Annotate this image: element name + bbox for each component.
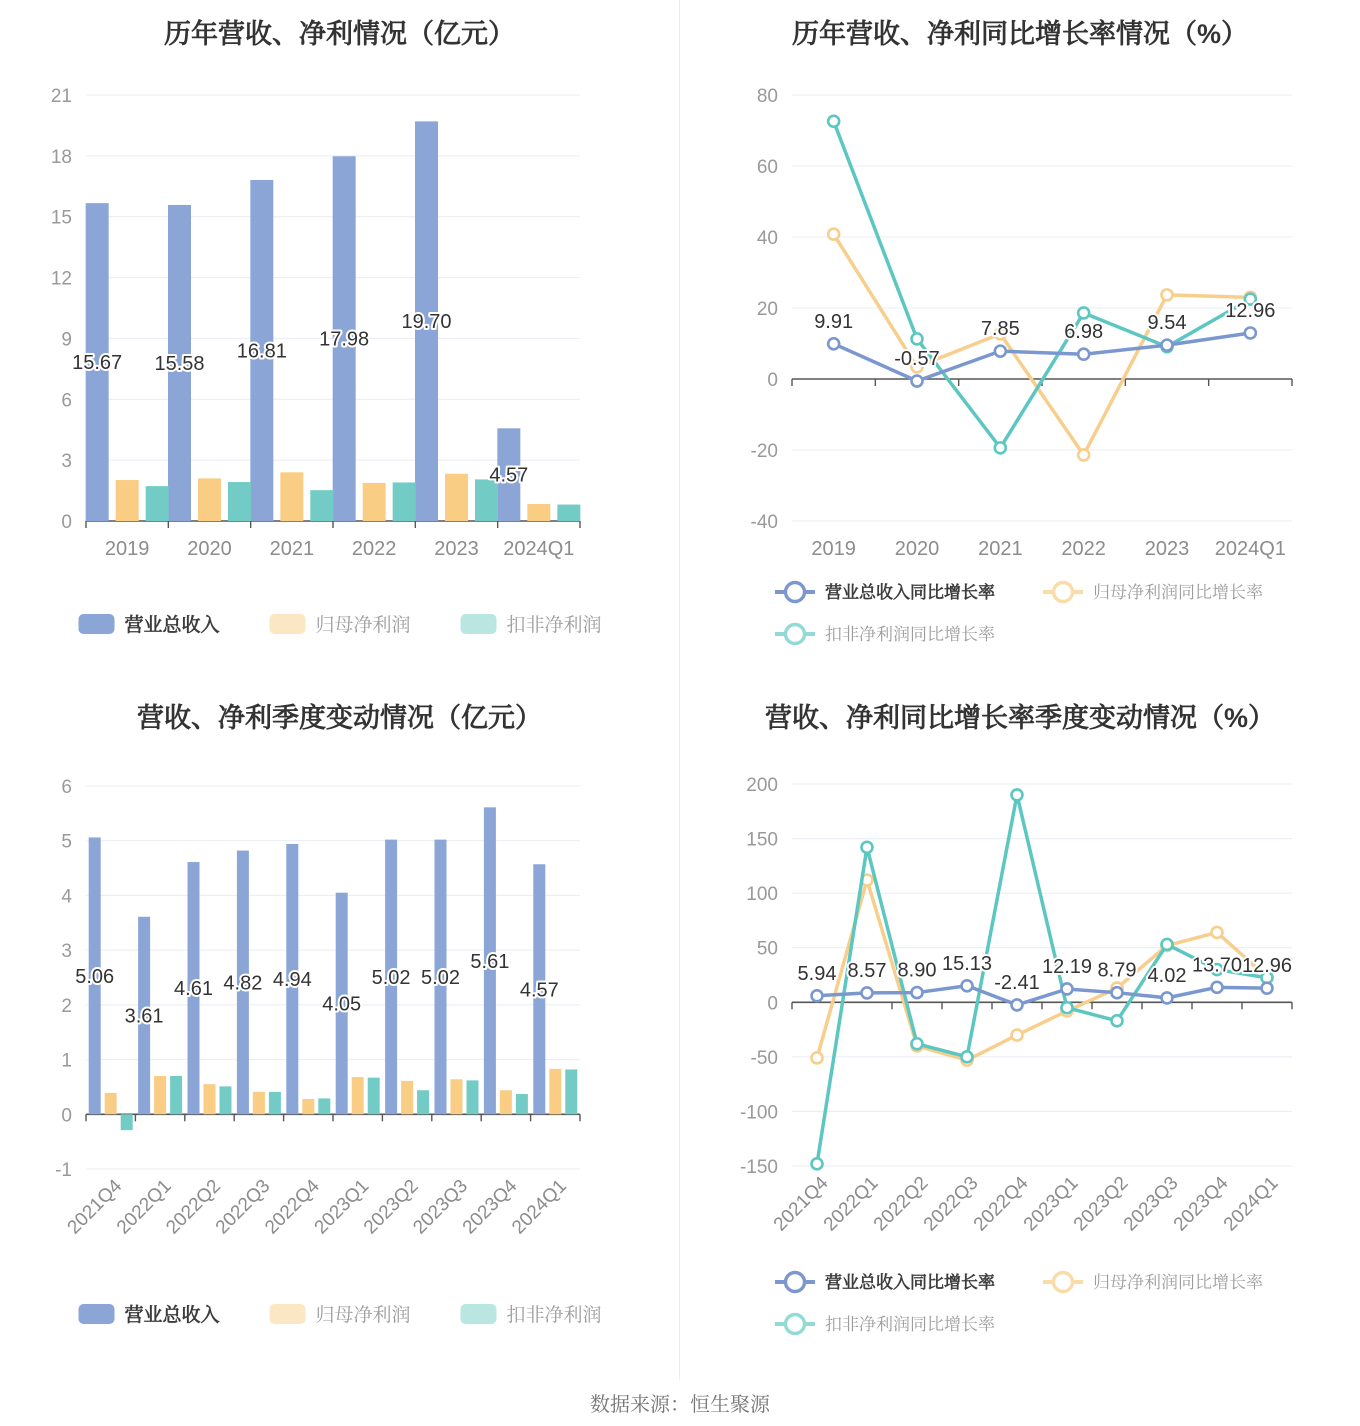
bar-扣非净利润 bbox=[417, 1090, 429, 1114]
data-label: 16.81 bbox=[236, 340, 287, 363]
data-label: 3.61 bbox=[124, 1005, 164, 1028]
bar-归母净利润 bbox=[198, 478, 221, 521]
x-category-label: 2023Q3 bbox=[1119, 1172, 1183, 1236]
x-category-label: 2022Q2 bbox=[162, 1175, 226, 1239]
y-tick-label: 0 bbox=[61, 1105, 72, 1127]
x-category-label: 2022Q2 bbox=[869, 1172, 933, 1236]
legend-label: 归母净利润同比增长率 bbox=[1093, 1273, 1263, 1292]
line-marker-营业总收入同比增长率 bbox=[1262, 983, 1273, 994]
line-归母净利润同比增长率 bbox=[834, 234, 1251, 455]
data-label: 4.94 bbox=[272, 969, 312, 992]
legend-label: 归母净利润 bbox=[315, 1305, 411, 1326]
legend-item-营业总收入[interactable] bbox=[79, 1303, 220, 1326]
x-category-label: 2019 bbox=[104, 538, 150, 560]
y-tick-label: -40 bbox=[750, 512, 778, 533]
data-label: 5.94 bbox=[797, 962, 837, 985]
line-marker-营业总收入同比增长率 bbox=[1245, 327, 1256, 338]
y-tick-label: 6 bbox=[61, 390, 72, 412]
panel-quarterly-growth bbox=[680, 690, 1360, 1380]
legend-swatch bbox=[79, 614, 115, 634]
data-label: 15.13 bbox=[941, 952, 993, 975]
legend-label: 归母净利润同比增长率 bbox=[1093, 583, 1263, 602]
x-category-label: 2024Q1 bbox=[503, 538, 575, 560]
data-label: 7.85 bbox=[980, 318, 1020, 341]
x-category-label: 2022 bbox=[1061, 538, 1106, 560]
line-marker-扣非净利润同比增长率 bbox=[912, 1038, 923, 1049]
line-marker-扣非净利润同比增长率 bbox=[1162, 939, 1173, 950]
y-tick-label: 20 bbox=[756, 299, 778, 320]
y-tick-label: 3 bbox=[61, 941, 72, 963]
data-label: 9.54 bbox=[1147, 312, 1187, 335]
y-tick-label: 12 bbox=[50, 268, 72, 290]
legend-label: 营业总收入同比增长率 bbox=[825, 1273, 995, 1292]
data-label: 5.02 bbox=[421, 966, 460, 989]
y-tick-label: 21 bbox=[50, 86, 72, 107]
y-tick-label: 2 bbox=[61, 995, 72, 1017]
data-label: 8.57 bbox=[847, 959, 887, 982]
y-tick-label: 3 bbox=[61, 451, 72, 473]
data-label: -2.41 bbox=[994, 971, 1040, 994]
x-category-label: 2022Q1 bbox=[112, 1175, 176, 1239]
line-marker-营业总收入同比增长率 bbox=[1162, 992, 1173, 1003]
line-扣非净利润同比增长率 bbox=[834, 121, 1251, 448]
bar-扣非净利润 bbox=[393, 482, 416, 521]
bar-归母净利润 bbox=[451, 1079, 463, 1114]
data-label: 5.02 bbox=[371, 966, 411, 989]
data-label: 5.61 bbox=[470, 950, 510, 973]
y-tick-label: 200 bbox=[746, 775, 778, 796]
x-category-label: 2023Q2 bbox=[359, 1175, 423, 1239]
legend-label: 扣非净利润同比增长率 bbox=[825, 1315, 995, 1334]
panel-quarterly-amounts bbox=[0, 690, 680, 1380]
line-marker-归母净利润同比增长率 bbox=[1012, 1030, 1023, 1041]
legend-label: 扣非净利润同比增长率 bbox=[825, 625, 995, 644]
bar-扣非净利润 bbox=[220, 1086, 232, 1114]
line-marker-营业总收入同比增长率 bbox=[1212, 982, 1223, 993]
data-label: 12.96 bbox=[1241, 955, 1293, 978]
data-label: 12.96 bbox=[1225, 299, 1276, 322]
y-tick-label: 150 bbox=[746, 829, 778, 851]
line-marker-归母净利润同比增长率 bbox=[1162, 289, 1173, 300]
legend-line-icon bbox=[786, 625, 805, 644]
legend-item-扣非净利润[interactable] bbox=[461, 614, 602, 636]
y-tick-label: 60 bbox=[756, 157, 778, 178]
data-label: 9.91 bbox=[814, 310, 854, 333]
y-tick-label: -50 bbox=[750, 1047, 778, 1069]
data-label: 15.67 bbox=[72, 352, 123, 375]
x-category-label: 2023Q1 bbox=[1019, 1172, 1083, 1236]
data-label: 4.02 bbox=[1147, 964, 1187, 987]
bar-归母净利润 bbox=[253, 1092, 265, 1114]
y-tick-label: -150 bbox=[739, 1157, 778, 1178]
legend-item-营业总收入[interactable] bbox=[79, 613, 220, 636]
x-category-label: 2024Q1 bbox=[508, 1175, 571, 1239]
line-marker-扣非净利润同比增长率 bbox=[912, 333, 923, 344]
bar-扣非净利润 bbox=[368, 1078, 380, 1115]
line-marker-扣非净利润同比增长率 bbox=[812, 1158, 823, 1169]
bar-扣非净利润 bbox=[228, 482, 251, 521]
line-marker-扣非净利润同比增长率 bbox=[828, 116, 839, 127]
legend-label: 营业总收入同比增长率 bbox=[825, 583, 995, 602]
line-marker-扣非净利润同比增长率 bbox=[1062, 1002, 1073, 1013]
legend-label: 扣非净利润 bbox=[506, 1305, 602, 1326]
y-tick-label: 5 bbox=[61, 831, 72, 853]
x-category-label: 2023 bbox=[1144, 538, 1190, 560]
bar-归母净利润 bbox=[116, 480, 139, 521]
bar-归母净利润 bbox=[500, 1090, 512, 1114]
y-tick-label: 4 bbox=[61, 886, 72, 908]
bar-归母净利润 bbox=[154, 1076, 166, 1114]
data-label: 6.98 bbox=[1064, 321, 1104, 344]
legend-item-营业总收入同比增长率[interactable] bbox=[775, 582, 995, 602]
legend-item-扣非净利润同比增长率[interactable] bbox=[775, 625, 995, 645]
y-tick-label: 0 bbox=[61, 512, 72, 533]
legend-label: 扣非净利润 bbox=[506, 615, 602, 636]
x-category-label: 2022Q3 bbox=[211, 1175, 275, 1239]
bar-扣非净利润 bbox=[269, 1092, 281, 1114]
data-label: 15.58 bbox=[154, 352, 205, 375]
legend-line-icon bbox=[1054, 1273, 1073, 1292]
line-marker-营业总收入同比增长率 bbox=[812, 990, 823, 1001]
data-label: 8.90 bbox=[897, 959, 937, 982]
line-marker-营业总收入同比增长率 bbox=[1112, 987, 1123, 998]
line-marker-营业总收入同比增长率 bbox=[1012, 999, 1023, 1010]
x-category-label: 2023Q4 bbox=[1169, 1172, 1233, 1236]
line-marker-扣非净利润同比增长率 bbox=[1112, 1015, 1123, 1026]
legend-item-归母净利润同比增长率[interactable] bbox=[1043, 1273, 1263, 1293]
y-tick-label: 40 bbox=[756, 228, 778, 249]
x-category-label: 2022Q4 bbox=[969, 1172, 1033, 1236]
bar-归母净利润 bbox=[302, 1099, 314, 1114]
bar-扣非净利润 bbox=[467, 1080, 479, 1114]
bar-归母净利润 bbox=[363, 483, 386, 521]
x-category-label: 2020 bbox=[187, 538, 232, 560]
data-label: 4.82 bbox=[223, 972, 263, 995]
line-marker-营业总收入同比增长率 bbox=[995, 346, 1006, 357]
x-category-label: 2021 bbox=[269, 538, 315, 560]
data-label: -0.57 bbox=[894, 348, 940, 371]
legend-swatch bbox=[270, 1304, 306, 1324]
legend-line-icon bbox=[786, 583, 805, 602]
line-marker-营业总收入同比增长率 bbox=[862, 987, 873, 998]
legend-swatch bbox=[270, 614, 306, 634]
x-category-label: 2019 bbox=[811, 538, 856, 560]
data-label: 5.06 bbox=[75, 965, 115, 988]
line-marker-扣非净利润同比增长率 bbox=[862, 842, 873, 853]
y-tick-label: 50 bbox=[756, 938, 778, 960]
line-marker-营业总收入同比增长率 bbox=[1062, 983, 1073, 994]
legend-label: 营业总收入 bbox=[124, 615, 220, 636]
line-marker-归母净利润同比增长率 bbox=[812, 1052, 823, 1063]
x-category-label: 2021 bbox=[978, 538, 1023, 560]
y-tick-label: 15 bbox=[50, 207, 72, 229]
line-marker-扣非净利润同比增长率 bbox=[1078, 307, 1089, 318]
data-label: 19.70 bbox=[401, 311, 452, 334]
chart-title-annual-amounts: 历年营收、净利情况（亿元） bbox=[164, 19, 515, 49]
legend-item-扣非净利润[interactable] bbox=[461, 1304, 602, 1326]
legend-swatch bbox=[461, 1304, 497, 1324]
data-label: 4.61 bbox=[174, 978, 213, 1001]
y-tick-label: -20 bbox=[750, 441, 778, 462]
data-label: 13.70 bbox=[1191, 954, 1243, 977]
y-tick-label: 100 bbox=[746, 884, 778, 906]
legend-item-归母净利润[interactable] bbox=[270, 1304, 411, 1326]
x-category-label: 2021Q4 bbox=[769, 1172, 833, 1236]
y-tick-label: 9 bbox=[61, 329, 72, 351]
chart-title-annual-growth: 历年营收、净利同比增长率情况（%） bbox=[791, 19, 1248, 49]
data-label: 4.57 bbox=[489, 464, 529, 487]
bar-归母净利润 bbox=[105, 1093, 117, 1114]
bar-归母净利润 bbox=[352, 1077, 364, 1114]
chart-canvas-2 bbox=[0, 690, 680, 1380]
bar-扣非净利润 bbox=[318, 1098, 330, 1114]
bar-归母净利润 bbox=[527, 504, 550, 521]
legend-item-扣非净利润同比增长率[interactable] bbox=[775, 1315, 995, 1335]
legend-item-归母净利润同比增长率[interactable] bbox=[1043, 583, 1263, 603]
x-category-label: 2023 bbox=[434, 538, 479, 560]
line-marker-扣非净利润同比增长率 bbox=[995, 442, 1006, 453]
legend-label: 归母净利润 bbox=[315, 615, 411, 636]
legend-item-归母净利润[interactable] bbox=[270, 614, 411, 636]
bar-归母净利润 bbox=[401, 1081, 413, 1114]
x-category-label: 2022 bbox=[351, 538, 397, 560]
y-tick-label: -100 bbox=[739, 1102, 778, 1124]
y-tick-label: 18 bbox=[50, 146, 72, 168]
bar-归母净利润 bbox=[204, 1084, 216, 1114]
y-tick-label: 1 bbox=[61, 1050, 72, 1072]
x-category-label: 2023Q2 bbox=[1069, 1172, 1133, 1236]
bar-扣非净利润 bbox=[170, 1076, 182, 1114]
line-marker-归母净利润同比增长率 bbox=[1212, 927, 1223, 938]
line-marker-归母净利润同比增长率 bbox=[828, 229, 839, 240]
bar-扣非净利润 bbox=[565, 1069, 577, 1114]
chart-canvas-3 bbox=[680, 690, 1360, 1380]
line-marker-归母净利润同比增长率 bbox=[1078, 449, 1089, 460]
line-marker-营业总收入同比增长率 bbox=[912, 987, 923, 998]
y-tick-label: 6 bbox=[61, 777, 72, 798]
y-tick-label: 0 bbox=[767, 370, 778, 391]
legend-swatch bbox=[461, 614, 497, 634]
bar-扣非净利润 bbox=[146, 486, 169, 521]
y-tick-label: 0 bbox=[767, 993, 778, 1015]
data-label: 4.05 bbox=[322, 993, 362, 1016]
y-tick-label: 80 bbox=[756, 86, 778, 107]
legend-line-icon bbox=[786, 1315, 805, 1334]
chart-canvas-0 bbox=[0, 0, 680, 690]
x-category-label: 2024Q1 bbox=[1214, 538, 1286, 560]
line-marker-营业总收入同比增长率 bbox=[828, 338, 839, 349]
bar-归母净利润 bbox=[445, 474, 468, 521]
y-tick-label: -1 bbox=[55, 1160, 72, 1181]
data-label: 17.98 bbox=[319, 328, 370, 351]
x-category-label: 2021Q4 bbox=[63, 1175, 127, 1239]
legend-line-icon bbox=[1054, 583, 1073, 602]
x-category-label: 2023Q3 bbox=[409, 1175, 473, 1239]
chart-title-quarterly-amounts: 营收、净利季度变动情况（亿元） bbox=[137, 703, 542, 733]
data-label: 12.19 bbox=[1041, 955, 1093, 978]
line-marker-扣非净利润同比增长率 bbox=[962, 1051, 973, 1062]
line-marker-营业总收入同比增长率 bbox=[1078, 349, 1089, 360]
panel-annual-amounts bbox=[0, 0, 680, 690]
x-category-label: 2022Q1 bbox=[819, 1172, 883, 1236]
legend-label: 营业总收入 bbox=[124, 1305, 220, 1326]
line-marker-营业总收入同比增长率 bbox=[912, 376, 923, 387]
legend-item-营业总收入同比增长率[interactable] bbox=[775, 1272, 995, 1292]
data-label: 4.57 bbox=[519, 979, 559, 1002]
bar-扣非净利润 bbox=[121, 1114, 133, 1130]
line-marker-扣非净利润同比增长率 bbox=[1012, 789, 1023, 800]
line-marker-营业总收入同比增长率 bbox=[962, 980, 973, 991]
legend-swatch bbox=[79, 1304, 115, 1324]
chart-canvas-1 bbox=[680, 0, 1360, 690]
legend-line-icon bbox=[786, 1273, 805, 1292]
x-category-label: 2022Q4 bbox=[261, 1175, 324, 1239]
bar-扣非净利润 bbox=[310, 490, 333, 521]
line-marker-营业总收入同比增长率 bbox=[1162, 340, 1173, 351]
x-category-label: 2024Q1 bbox=[1219, 1172, 1283, 1236]
panel-annual-growth bbox=[680, 0, 1360, 690]
x-category-label: 2023Q1 bbox=[310, 1175, 374, 1239]
data-label: 8.79 bbox=[1097, 959, 1137, 982]
chart-title-quarterly-growth: 营收、净利同比增长率季度变动情况（%） bbox=[764, 703, 1275, 733]
x-category-label: 2023Q4 bbox=[458, 1175, 522, 1239]
bar-扣非净利润 bbox=[557, 505, 580, 521]
bar-扣非净利润 bbox=[516, 1094, 528, 1114]
bar-归母净利润 bbox=[280, 472, 303, 521]
data-source-note: 数据来源：恒生聚源 bbox=[590, 1394, 770, 1416]
bar-归母净利润 bbox=[549, 1069, 561, 1114]
x-category-label: 2020 bbox=[894, 538, 940, 560]
x-category-label: 2022Q3 bbox=[919, 1172, 983, 1236]
